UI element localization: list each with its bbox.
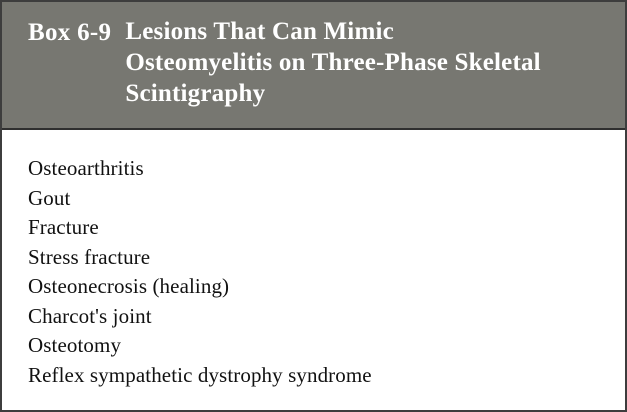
box-number-label: Box 6-9: [28, 19, 112, 46]
box-header: [2, 2, 625, 130]
list-item: Reflex sympathetic dystrophy syndrome: [28, 362, 372, 387]
list-item: Stress fracture: [28, 244, 151, 269]
list-item: Fracture: [28, 215, 99, 239]
list-item: Osteoarthritis: [28, 156, 144, 180]
box-title: Lesions That Can Mimic Osteomyelitis on Three-Phase Skeletal Scintigraphy: [125, 18, 541, 107]
lesion-list: [28, 154, 599, 390]
list-item: Osteonecrosis (healing): [28, 274, 230, 298]
box-body: [2, 130, 625, 410]
list-item: Gout: [28, 185, 71, 210]
list-item: Osteotomy: [28, 333, 122, 357]
list-item: Charcot's joint: [28, 303, 152, 328]
